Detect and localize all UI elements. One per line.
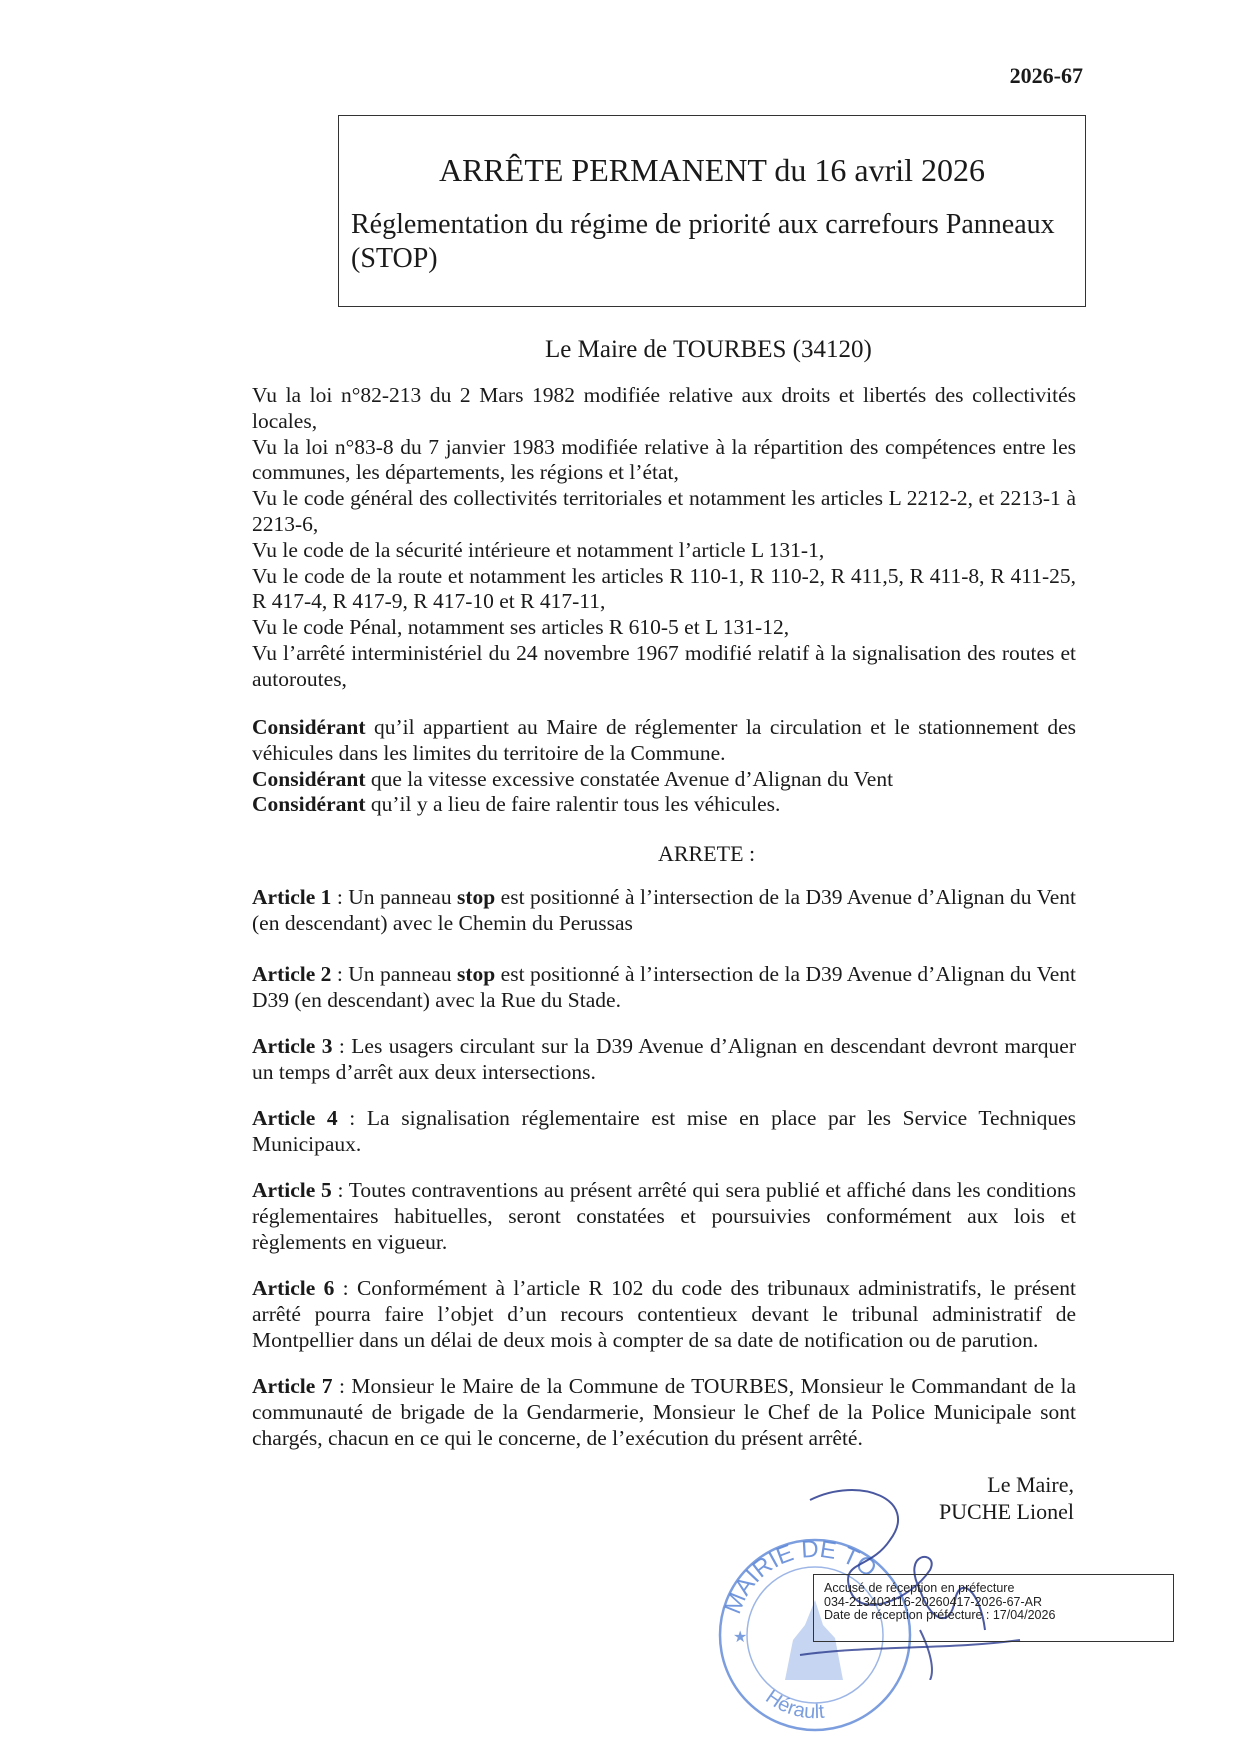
article-text: est positionné à l’intersection de la D39 Avenue d’Alignan du Vent (en descendant) avec le Chemin du Perussas [252, 885, 1076, 935]
article-2 [252, 962, 1076, 1014]
article-text: : Les usagers circulant sur la D39 Avenue d’Alignan en descendant devront marquer un temps d’arrêt aux deux intersections. [252, 1034, 1076, 1084]
article-text: : La signalisation réglementaire est mise en place par les Service Techniques Municipaux. [252, 1106, 1076, 1156]
article-bold: stop [457, 962, 496, 986]
article-label: Article 6 [252, 1276, 335, 1300]
receipt-line: Accusé de réception en préfecture [824, 1581, 1015, 1595]
mayor-heading: Le Maire de TOURBES (34120) [545, 336, 872, 363]
stamp-star-icon: ★ [733, 1629, 748, 1646]
considerant-item [252, 792, 1076, 818]
article-label: Article 3 [252, 1034, 333, 1058]
article-1 [252, 885, 1076, 937]
vu-item: Vu la loi n°83-8 du 7 janvier 1983 modifiée relative à la répartition des compétences entre les communes, les départements, les régions et l’état, [252, 434, 1076, 485]
receipt-line: Date de réception préfecture : 17/04/2026 [824, 1608, 1056, 1622]
document-reference: 2026-67 [1009, 63, 1083, 88]
arrete-heading: ARRETE : [658, 841, 756, 866]
considerant-text: que la vitesse excessive constatée Avenue d’Alignan du Vent [365, 766, 894, 791]
signature-name: PUCHE Lionel [938, 1499, 1074, 1524]
signature-role: Le Maire, [987, 1472, 1074, 1497]
considerant-item [252, 767, 1076, 793]
article-text: : Un panneau [331, 885, 458, 909]
article-text: : Monsieur le Maire de la Commune de TOURBES, Monsieur le Commandant de la communauté de brigade de la Gendarmerie, Monsieur le Chef de la Police Municipale sont chargés, chacun en ce qui le concerne, de l’exécution du présent arrêté. [252, 1374, 1076, 1450]
vu-item: Vu le code Pénal, notamment ses articles R 610-5 et L 131-12, [252, 615, 790, 640]
vu-item: Vu le code de la route et notamment les articles R 110-1, R 110-2, R 411,5, R 411-8, R 411-25, R 417-4, R 417-9, R 417-10 et R 417-11, [252, 563, 1076, 614]
prefecture-receipt [813, 1574, 1174, 1642]
article-label: Article 2 [252, 962, 332, 986]
article-text: : Conformément à l’article R 102 du code des tribunaux administratifs, le présent arrêté pourra faire l’objet d’un recours contentieux devant le tribunal administratif de Montpellier dans un délai de deux mois à compter de sa date de notification ou de parution. [252, 1276, 1076, 1352]
considerant-text: qu’il y a lieu de faire ralentir tous les véhicules. [365, 792, 781, 817]
article-text: est positionné à l’intersection de la D39 Avenue d’Alignan du Vent D39 (en descendant) avec la Rue du Stade. [252, 962, 1076, 1012]
article-6 [252, 1276, 1076, 1353]
article-text: : Toutes contraventions au présent arrêté qui sera publié et affiché dans les conditions réglementaires habituelles, seront constatées et poursuivies conformément aux lois et règlements en vigueur. [252, 1178, 1076, 1254]
vu-item: Vu l’arrêté interministériel du 24 novembre 1967 modifié relatif à la signalisation des routes et autoroutes, [252, 640, 1076, 691]
article-bold: stop [457, 885, 496, 909]
stamp-top-text: MAIRIE DE TO [719, 1535, 882, 1618]
article-label: Article 1 [252, 885, 332, 909]
considerants-section [252, 715, 1076, 818]
vu-section [252, 383, 1076, 693]
considerant-label: Considérant [252, 766, 366, 791]
article-label: Article 5 [252, 1178, 332, 1202]
receipt-line: 034-213403116-20260417-2026-67-AR [824, 1594, 1042, 1609]
page-subtitle: Réglementation du régime de priorité aux carrefours Panneaux (STOP) [351, 209, 1055, 275]
title-box [338, 115, 1086, 307]
vu-item: Vu le code général des collectivités territoriales et notamment les articles L 2212-2, et 2213-1 à 2213-6, [252, 486, 1076, 536]
article-4 [252, 1106, 1076, 1158]
stamp-bottom-text: Hérault [761, 1685, 826, 1724]
article-5 [252, 1178, 1076, 1255]
article-3 [252, 1034, 1076, 1086]
article-7 [252, 1374, 1076, 1451]
considerant-item [252, 715, 1076, 767]
article-label: Article 7 [252, 1374, 333, 1398]
article-label: Article 4 [252, 1106, 338, 1130]
article-text: : Un panneau [331, 962, 458, 986]
page-title: ARRÊTE PERMANENT du 16 avril 2026 [438, 152, 986, 188]
considerant-text: qu’il appartient au Maire de réglementer la circulation et le stationnement des véhicules dans les limites du territoire de la Commune. [252, 715, 1076, 765]
vu-item: Vu le code de la sécurité intérieure et notamment l’article L 131-1, [252, 537, 825, 562]
considerant-label: Considérant [252, 792, 366, 817]
vu-item: Vu la loi n°82-213 du 2 Mars 1982 modifiée relative aux droits et libertés des collectivités locales, [252, 383, 1076, 433]
considerant-label: Considérant [252, 715, 366, 739]
